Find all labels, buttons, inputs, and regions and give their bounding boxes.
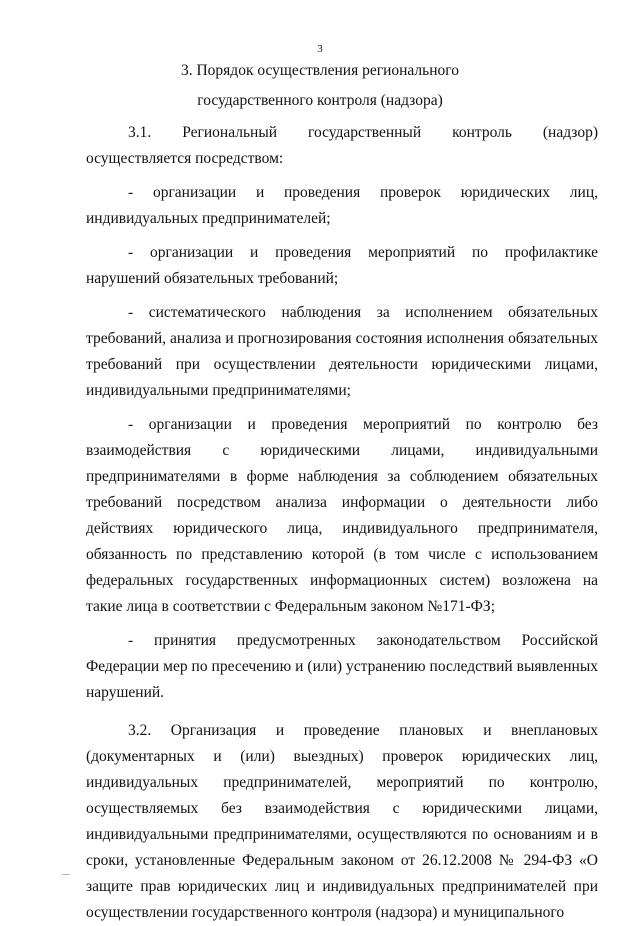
margin-mark — [62, 874, 70, 875]
list-item-monitoring: - систематического наблюдения за исполнением обязательных требований, анализа и прогнозирования состояния исполнения обязательных требований при осуществлении деятельности юридическими лицами, индивидуальными предпринимателями; — [86, 304, 598, 399]
section-title — [0, 56, 640, 116]
document-body — [86, 120, 598, 926]
list-item-prevention: - организации и проведения мероприятий по профилактике нарушений обязательных требований; — [86, 244, 598, 287]
section-title-line-1: 3. Порядок осуществления регионального — [180, 62, 460, 79]
page-number: 3 — [317, 43, 323, 55]
list-item-remote-control: - организации и проведения мероприятий по контролю без взаимодействия с юридическими лицами, индивидуальными предпринимателями в форме наблюдения за соблюдением обязательных требований посредством анализа информации о деятельности либо действиях юридического лица, индивидуального предпринимателя, обязанность по представлению которой (в том числе с использованием федеральных государственных информационных систем) возложена на такие лица в соответствии с Федеральным законом №171-ФЗ; — [86, 416, 598, 615]
paragraph-3-1-intro: 3.1. Региональный государственный контроль (надзор) осуществляется посредством: — [86, 124, 598, 167]
list-item-measures: - принятия предусмотренных законодательством Российской Федерации мер по пресечению и (или) устранению последствий выявленных нарушений. — [86, 632, 598, 701]
list-item-inspections: - организации и проведения проверок юридических лиц, индивидуальных предпринимателей; — [86, 184, 598, 227]
paragraph-3-2: 3.2. Организация и проведение плановых и внеплановых (документарных и (или) выездных) проверок юридических лиц, индивидуальных предпринимателей, мероприятий по контролю, осуществляемых без взаимодействия с юридическими лицами, индивидуальными предпринимателями, осуществляются по основаниям и в сроки, установленные Федеральным законом от 26.12.2008 № 294-ФЗ «О защите прав юридических лиц и индивидуальных предпринимателей при осуществлении государственного контроля (надзора) и муниципального — [86, 722, 598, 921]
section-title-line-2: государственного контроля (надзора) — [197, 92, 443, 109]
